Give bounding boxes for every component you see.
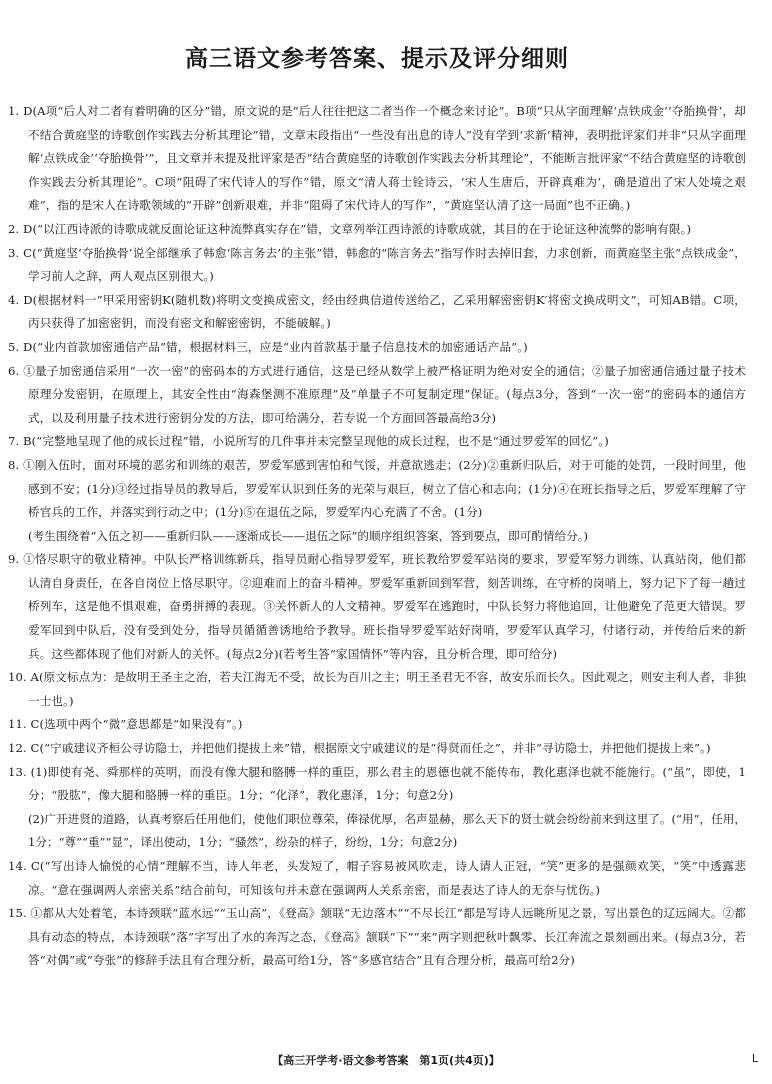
page-title: 高三语文参考答案、提示及评分细则 bbox=[185, 46, 569, 72]
answer-item-6: 6. ①量子加密通信采用“一次一密”的密码本的方式进行通信，这是已经从数学上被严格证明为绝对安全的通信；②量子加密通信通过量子技术原理分发密钥，在原理上，其安全性由“海森堡测不准原理”及“单量子不可复制定理”保证。(每点3分，答到“一次一密”的密码本的通信方式，以及利用量子技术进行密钥分发的方法，即可给满分，若专说一个方面回答最高给3分) bbox=[8, 363, 746, 425]
answer-item-2: 2. D(“以江西诗派的诗歌成就反面论证这种流弊真实存在”错，文章列举江西诗派的诗歌成就，其目的在于论证这种流弊的影响有限。) bbox=[8, 221, 692, 236]
answer-item-11: 11. C(选项中两个“微”意思都是“如果没有”。) bbox=[8, 717, 243, 732]
answer-item-5: 5. D(“业内首款加密通信产品”错，根据材料三，应是“业内首款基于量子信息技术的加密通话产品”。) bbox=[8, 339, 528, 354]
answer-item-13: 13. (1)即使有尧、舜那样的英明，而没有像大腿和胳膊一样的重臣，那么君主的恩德也就不能传布，教化惠泽也就不能施行。(“虽”，即使，1分；“股肱”，像大腿和胳膊一样的重臣。1分；“化泽”，教化惠泽，1分；句意2分) bbox=[8, 764, 746, 803]
answer-item-8: 8. ①刚入伍时，面对环境的恶劣和训练的艰苦，罗爱军感到害怕和气馁，并意欲逃走；(2分)②重新归队后，对于可能的处罚，一段时间里，他感到不安；(1分)③经过指导员的教导后，罗爱军认识到任务的光荣与艰巨，树立了信心和志向；(1分)④在班长指导之后，罗爱军理解了守桥官兵的工作，并落实到行动之中；(1分)⑤在退伍之际，罗爱军内心充满了不舍。(1分) bbox=[8, 457, 746, 520]
answer-item-8-note: (考生围绕着“入伍之初——重新归队——逐渐成长——退伍之际”的顺序组织答案，答到要点，即可酌情给分。) bbox=[28, 528, 589, 543]
answer-item-7: 7. B(“完整地呈现了他的成长过程”错，小说所写的几件事并未完整呈现他的成长过程，也不是“通过罗爱军的回忆”。) bbox=[8, 434, 609, 449]
answer-item-1: 1. D(A项“后人对二者有着明确的区分”错，原文说的是“后人往往把这二者当作一个概念来讨论”。B项“只从字面理解‘点铁成金’‘夺胎换骨’，却不结合黄庭坚的诗歌创作实践去分析其理论”错，文章末段指出“一些没有出息的诗人”没有学到‘求新’精神，表明批评家们并非“只从字面理解‘点铁成金’‘夺胎换骨’”，且文章并未提及批评家是否“结合黄庭坚的诗歌创作实践去分析其理论”，不能断言批评家“不结合黄庭坚的诗歌创作实践去分析其理论”。C项“阻碍了宋代诗人的写作”错，原文“清人蒋士铨诗云，‘宋人生唐后，开辟真难为’，确是道出了宋人处境之艰难”，指的是宋人在诗歌领域的“开辟”创新艰难，并非“阻碍了宋代诗人的写作”，“黄庭坚认清了这一局面”也不正确。) bbox=[8, 104, 746, 213]
answer-item-3: 3. C(“黄庭坚‘夺胎换骨’说全部继承了韩愈‘陈言务去’的主张”错，韩愈的“陈言务去”指写作时去掉旧套，力求创新，而黄庭坚主张“点铁成金”，学习前人之辞，两人观点区别很大。) bbox=[8, 245, 746, 284]
answer-item-14: 14. C(“写出诗人愉悦的心情”理解不当，诗人年老，头发短了，帽子容易被风吹走，诗人请人正冠，“笑”更多的是强颜欢笑，“笑”中透露悲凉。“意在强调两人亲密关系”结合前句，可知该句并未意在强调两人关系亲密，而是表达了诗人的无奈与忧伤。) bbox=[8, 859, 746, 897]
answer-item-15: 15. ①都从大处着笔，本诗颈联“蓝水远”“玉山高”，《登高》颔联“无边落木”“不尽长江”都是写诗人远眺所见之景，写出景色的辽远阔大。②都具有动态的特点，本诗颈联“落”字写出了水的奔泻之态，《登高》颔联“下”“来”两字则把秋叶飘零、长江奔流之景刻画出来。(每点3分，若答“对偶”或“夸张”的修辞手法且有合理分析，最高可给1分，答“多感官结合”且有合理分析，最高可给2分) bbox=[8, 906, 746, 968]
page-footer: 【高三开学考·语文参考答案 第1页(共4页)】 bbox=[272, 1054, 500, 1067]
corner-mark: L bbox=[751, 1052, 758, 1065]
answer-item-4: 4. D(根据材料一“甲采用密钥K(随机数)将明文变换成密文，经由经典信道传送给乙，乙采用解密密钥K′将密文换成明文”，可知AB错。C项，丙只获得了加密密钥，而没有密文和解密密钥，不能破解。) bbox=[8, 292, 746, 331]
answer-item-12: 12. C(“宁戚建议齐桓公寻访隐士，并把他们提拔上来”错，根据原文宁戚建议的是“得贤而任之”，并非“寻访隐士，并把他们提拔上来”。) bbox=[8, 741, 711, 756]
answer-item-13-part2: (2)广开进贤的道路，认真考察后任用他们，使他们职位尊荣，俸禄优厚，名声显赫，那么天下的贤士就会纷纷前来到这里了。(“用”，任用，1分；“尊”“重”“显”，译出使动，1分；“骚然”，纷杂的样子，纷纷，1分；句意2分) bbox=[28, 811, 746, 850]
answer-item-9: 9. ①恪尽职守的敬业精神。中队长严格训练新兵，指导员耐心指导罗爱军，班长教给罗爱军站岗的要求，罗爱军努力训练、认真站岗，他们都认清自身责任，在各自岗位上恪尽职守。②迎难而上的奋斗精神。罗爱军重新回到军营，刻苦训练，在守桥的岗哨上，努力记下了每一趟过桥列车，这是他不惧艰难，奋勇拼搏的表现。③关怀新人的人文精神。罗爱军在逃跑时，中队长努力将他追回，让他避免了范更大错误。罗爱军回到中队后，没有受到处分，指导员循循善诱地给予教导。班长指导罗爱军站好岗哨，罗爱军认真学习，付诸行动，并传给后来的新兵。这些都体现了他们对新人的关怀。(每点2分)(若考生答“家国情怀”等内容，且分析合理，即可给分) bbox=[8, 552, 746, 661]
answer-item-10: 10. A(原文标点为：是故明王圣主之治，若夫江海无不受，故长为百川之主；明王圣君无不容，故安乐而长久。因此观之，则安主利人者，非独一士也。) bbox=[8, 670, 746, 708]
